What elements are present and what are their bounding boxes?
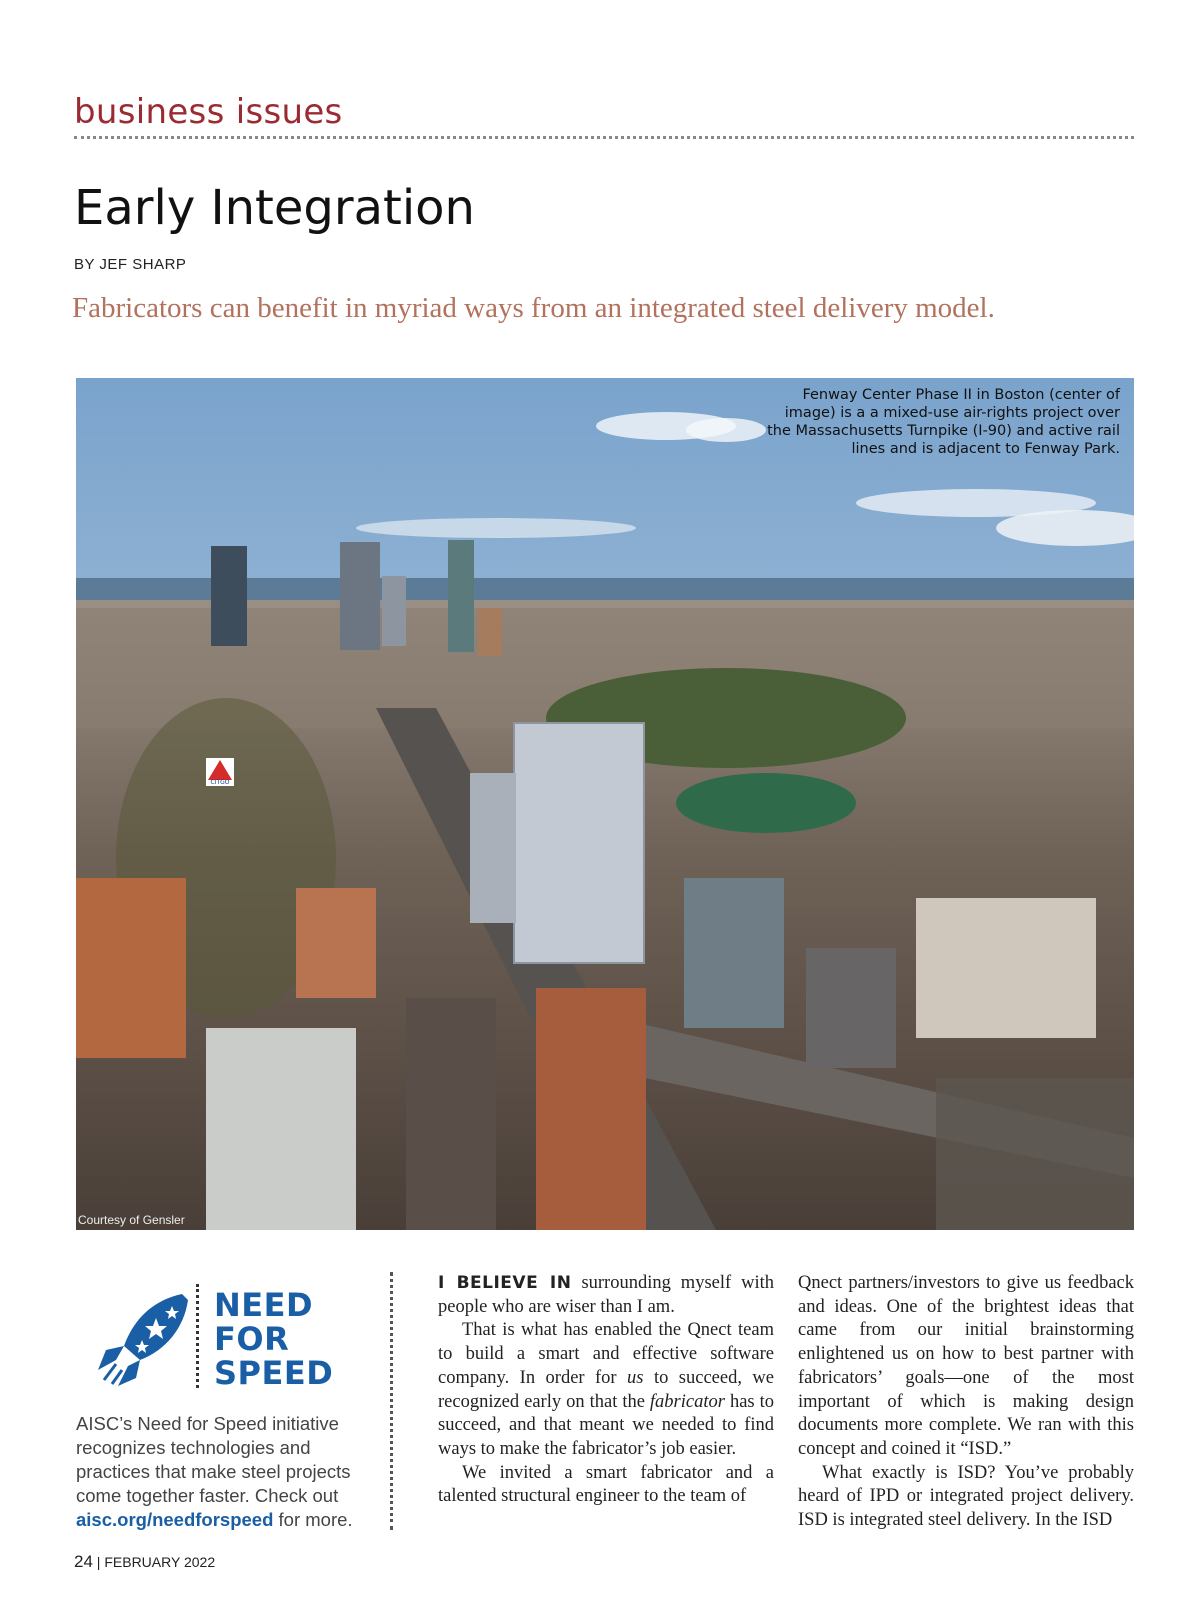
section-label: business issues bbox=[74, 92, 343, 132]
paragraph-text: has to succeed, and that meant we needed to find ways to make the fabricator’s job easier. bbox=[438, 1391, 774, 1459]
aerial-photo bbox=[76, 378, 1134, 1230]
article-deck: Fabricators can benefit in myriad ways from an integrated steel delivery model. bbox=[72, 292, 995, 324]
citgo-sign: CITGO bbox=[210, 779, 230, 786]
boston-skyline-illustration bbox=[76, 378, 1134, 1230]
paragraph bbox=[438, 1272, 774, 1319]
blurb-text: AISC’s Need for Speed initiative recognizes technologies and practices that make steel projects come together faster. Check out bbox=[76, 1413, 351, 1506]
paragraph-text: to succeed, we recognized early on that the bbox=[438, 1367, 774, 1412]
paragraph: We invited a smart fabricator and a talented structural engineer to the team of bbox=[438, 1462, 774, 1507]
paragraph: What exactly is ISD? You’ve probably heard of IPD or integrated project delivery. ISD is integrated steel delivery. In the ISD bbox=[798, 1462, 1134, 1531]
paragraph-text: That is what has enabled the Qnect team to build a smart and effective software company. In order for bbox=[438, 1320, 774, 1388]
paragraph bbox=[438, 1319, 774, 1461]
section-divider bbox=[74, 136, 1134, 139]
page-number: 24 bbox=[74, 1552, 93, 1571]
logo-word-for: FOR bbox=[214, 1320, 290, 1358]
blurb-text-end: for more. bbox=[273, 1509, 353, 1530]
article-column-2 bbox=[798, 1272, 1134, 1533]
logo-word-speed: SPEED bbox=[214, 1354, 334, 1392]
photo-caption: Fenway Center Phase II in Boston (center of image) is a a mixed-use air-rights project over the Massachusetts Turnpike (I-90) and active rail lines and is adjacent to Fenway Park. bbox=[767, 387, 1120, 457]
article-title: Early Integration bbox=[74, 180, 475, 236]
article-column-1 bbox=[438, 1272, 774, 1509]
photo-credit: Courtesy of Gensler bbox=[78, 1213, 185, 1227]
paragraph: Qnect partners/investors to give us feedback and ideas. One of the brightest ideas that came from our initial brainstorming enlightened us on how to best partner with fabricators’ goals—one of the most important of which is making design documents more complete. We ran with this concept and coined it “ISD.” bbox=[798, 1273, 1134, 1459]
logo-divider bbox=[196, 1284, 199, 1388]
issue-date: FEBRUARY 2022 bbox=[104, 1554, 216, 1570]
logo-word-need: NEED bbox=[214, 1286, 314, 1324]
byline: BY JEF SHARP bbox=[74, 256, 187, 273]
lead-in: I BELIEVE IN bbox=[438, 1273, 572, 1293]
emphasis: fabricator bbox=[649, 1391, 725, 1412]
need-for-speed-blurb bbox=[76, 1412, 376, 1532]
page-footer bbox=[74, 1552, 215, 1572]
column-divider bbox=[390, 1272, 393, 1530]
need-for-speed-link[interactable]: aisc.org/needforspeed bbox=[76, 1509, 274, 1530]
footer-separator: | bbox=[92, 1554, 105, 1570]
emphasis: us bbox=[627, 1367, 644, 1388]
rocket-icon bbox=[94, 1288, 194, 1388]
paragraph-text: surrounding myself with people who are wiser than I am. bbox=[438, 1273, 774, 1317]
